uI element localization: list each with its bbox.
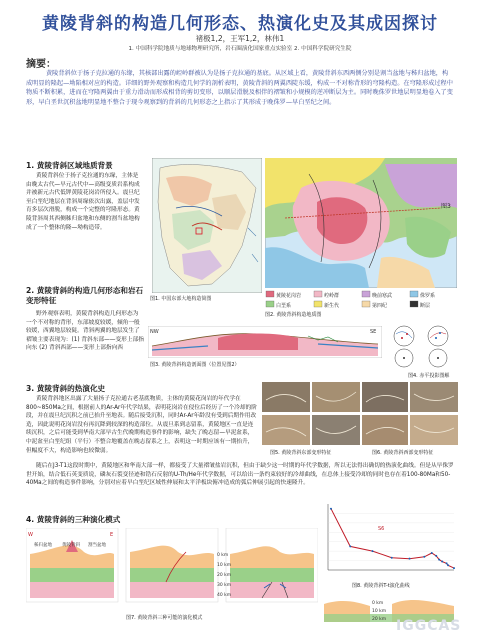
chart-point — [391, 557, 393, 559]
chart-point — [447, 564, 449, 566]
section-1-title: 1. 黄陵背斜区域地质背景 — [26, 161, 113, 170]
abstract-text: 黄陵背斜位于扬子克拉通的东缘，其核部出露的崆岭群被认为是扬子克拉通的基底。从区域上看，黄陵背斜东西两侧分别是割当盆地与秭归盆地，构成明显的隆起—坳陷相对应的构造。详细的野外观察和构造几何学的剖析表明，黄陵背斜的两翼西陡东缓，构成一不对称背形的穹隆构造。在穹隆形成过程中物质不断积累，进而在穹隆两翼由于重力滑动而形成相背的剪切变形，以顺层滑脱及相伴的褶皱和小规模的逆冲断层为主。同时晚侏罗世地层明显地卷入了变形，早白垩世沉积盆地明显地不整合于现今观察到的背斜的几何形态之上指示了其形成于晚侏罗—早白垩纪之间。 — [26, 70, 453, 106]
model-label-dangyang: 割当盆地 — [88, 543, 106, 548]
map-legend-swatches — [265, 290, 457, 310]
tectonic-map-east-china — [152, 158, 262, 293]
fig5-caption: 图5. 黄陵背斜东部变形特征 — [270, 450, 332, 456]
fig7-caption: 图7. 黄陵背斜三种可能的演化模式 — [126, 615, 203, 621]
fig2-caption: 图2. 黄陵背斜构造地质图 — [265, 312, 322, 318]
legend-swatch — [410, 291, 418, 297]
depth-label-b2: 20 km — [372, 617, 387, 622]
section-3-title: 3. 黄陵背斜的热演化史 — [26, 384, 106, 393]
chart-point — [431, 552, 433, 554]
legend-label: 崆岭群 — [324, 293, 340, 299]
chart-point — [409, 558, 411, 560]
depth-label-1: 10 km — [217, 563, 232, 568]
section-3-text: 黄陵背斜地区出露了大量扬子克拉通古老基底物质，主体的黄陵花岗岩的年代学在800~850Ma之间，根据前人的Ar-Ar年代学结果，表明花岗岩在侵位后经历了一个冷却的阶段，并在震旦纪沉积之前已抬升至地表。随后接受沉积，同时Ar-Ar年龄没有受到后期作用改造，因此说明花岗岩没有再沉降到较深的构造部位。从震旦系到志留系，黄陵地区一直是连续沉积，之后可能受到华南大部早古生代晚期构造事件的影响，缺失了晚志留—早泥盆系，中泥盆至白垩纪组（平行）不整合地覆盖在晚志留系之上，表明这一时期应该有一期抬升，但幅度不大，构造影响也较微弱。 — [26, 396, 257, 454]
legend-swatch — [314, 301, 322, 307]
legend-label: 侏罗系 — [420, 293, 436, 299]
section-4-title: 4. 黄陵背斜的三种演化模式 — [26, 515, 121, 524]
section-1-text: 黄陵背斜位于扬子克拉通的东缘，主体是由晚太古代—早元古代中—高级变质岩系构成并被新元古代低钾黄陵花岗岩所侵入。震旦纪至白垩纪地层在背斜周缘依次出露，盖层中发育多层次滑脱，构成一个完整的穹隆形态。黄陵背斜周其西侧秭归盆地和东侧的割当盆地构成了一个整体的隆—坳构造带。 — [26, 173, 140, 231]
legend-swatch — [410, 301, 418, 307]
model-e-label: E — [110, 532, 114, 538]
fig3-caption: 图3. 黄陵背斜构造剖面图（位置见图2） — [150, 362, 240, 368]
chart-point — [441, 561, 443, 563]
legend-swatch — [362, 301, 370, 307]
tt-chart — [318, 500, 458, 580]
fig4-caption: 图4. 赤平投影图解 — [408, 373, 450, 379]
section-2-title: 2. 黄陵背斜的构造几何形态和岩石变形特征 — [26, 286, 144, 305]
legend-label: 黄陵花岗岩 — [276, 293, 302, 299]
evolution-models — [26, 528, 318, 608]
chart-point — [435, 555, 437, 557]
chart-point — [453, 567, 455, 569]
watermark: IGGCAS — [396, 618, 462, 634]
depth-label-b1: 10 km — [372, 609, 387, 614]
chart-point — [371, 550, 373, 552]
field-photos — [262, 382, 458, 446]
section-nw-label: NW — [150, 329, 159, 335]
chart-point — [446, 562, 448, 564]
stereonet-plots — [386, 324, 458, 368]
cross-section — [148, 326, 382, 358]
chart-point — [438, 559, 440, 561]
depth-label-b0: 0 km — [372, 601, 384, 606]
authors: 褚极1,2，王军1,2，林伟1 — [195, 34, 285, 43]
model-w-label: W — [28, 532, 33, 538]
depth-label-4: 40 km — [217, 593, 232, 598]
map-label-fig3: 图3 — [441, 203, 451, 210]
legend-label: 晚前寒武 — [372, 293, 393, 299]
legend-swatch — [266, 291, 274, 297]
legend-swatch — [362, 291, 370, 297]
depth-label-3: 30 km — [217, 583, 232, 588]
legend-label: 第四纪 — [372, 303, 388, 309]
section-2-text: 野外观察表明，黄陵背斜构造几何形态为一个不对称的背形，东部坡度较缓，倾角一般较缓，西翼地层较陡。背斜两翼的地层发生了褶皱主要表现为：(1) 背斜东部——变形上部指向东 (2) 背斜西部——变形上部指向西 — [26, 311, 144, 352]
fig6-caption: 图6. 黄陵背斜西部变形特征 — [372, 450, 434, 456]
poster-title: 黄陵背斜的构造几何形态、热演化史及其成因探讨 — [42, 14, 438, 34]
model-label-zigui: 秭归盆地 — [34, 543, 52, 548]
legend-label: 白垩系 — [276, 303, 292, 309]
abstract-heading: 摘要： — [26, 59, 56, 70]
chart-annotation: S6 — [378, 526, 385, 532]
legend-swatch — [314, 291, 322, 297]
affiliations: 1. 中国科学院地质与地球物理研究所，岩石圈演化国家重点实验室 2. 中国科学院研究生院 — [128, 46, 352, 52]
chart-point — [423, 556, 425, 558]
fig8-caption: 图8. 黄陵背斜T-t演化曲线 — [352, 583, 410, 589]
model-label-huangling: 黄陵背斜 — [62, 543, 80, 548]
section-3b-text: 随后在J3-T1这段时期中，黄陵地区和华南大部一样，都接受了大量褶皱盐岩沉积，但由于缺少这一时期的年代学数据，所以无法得出确切的热演化曲线。但是从早侏罗世开始，结合低石英变质说，磷灰石裂变径迹和锆石反射的U-Th/He年代学数据，可以给出一条约束较好的冷却曲线，在总体上接受冷却的同时也存在着100-80Ma和50-40Ma之间的构造事件影响，分别对应着早白垩纪区域性伸展和太平洋板块俯冲造成的弧后伸展引起的快速隆升。 — [26, 463, 454, 487]
depth-label-2: 20 km — [217, 573, 232, 578]
fig1-caption: 图1. 中国东部大地构造简图 — [150, 296, 212, 302]
chart-point — [349, 545, 351, 547]
section-se-label: SE — [370, 329, 377, 335]
chart-point — [330, 508, 332, 510]
legend-swatch — [266, 301, 274, 307]
legend-label: 断层 — [420, 303, 431, 309]
geological-map — [265, 158, 457, 288]
depth-label-0: 0 km — [217, 553, 229, 558]
legend-label: 新生代 — [324, 303, 340, 309]
